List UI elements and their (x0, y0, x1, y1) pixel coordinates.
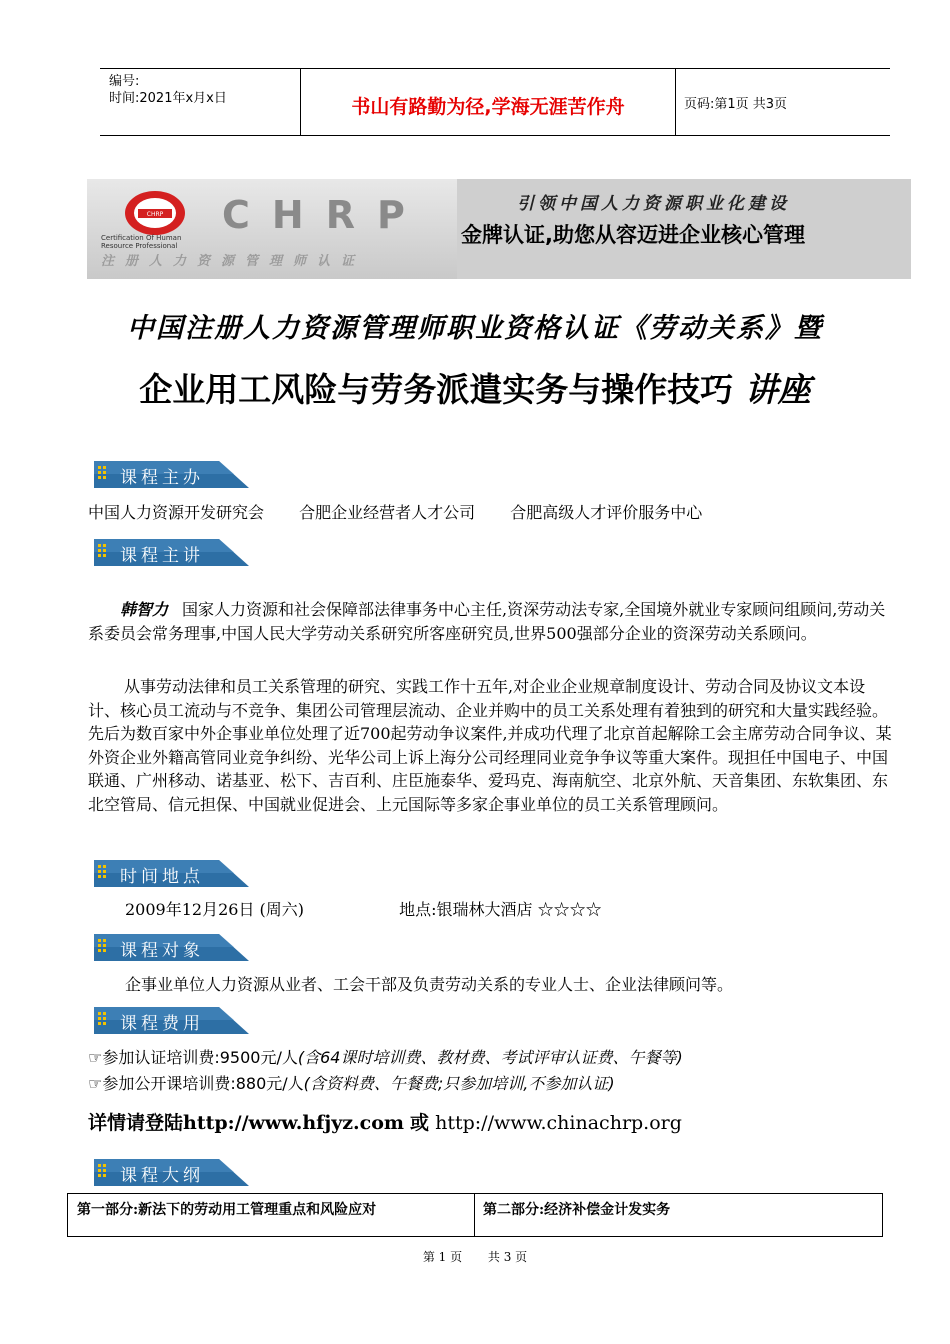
document-header (100, 68, 890, 136)
organizer-item: 合肥高级人才评价服务中心 (510, 503, 703, 522)
certification-caption (101, 234, 181, 250)
title-line-2 (0, 364, 950, 411)
outline-part-1: 第一部分:新法下的劳动用工管理重点和风险应对 (68, 1194, 475, 1236)
section-header-outline (94, 1158, 254, 1188)
section-header-lecturer (94, 538, 254, 568)
section-header-time-place (94, 859, 254, 889)
website-prefix: 详情请登陆 (88, 1112, 184, 1134)
chrp-logo-icon (122, 189, 188, 239)
lecturer-name: 韩智力 (120, 600, 169, 619)
event-location: 地点:银瑞林大酒店 (399, 900, 533, 919)
organizer-item: 合肥企业经营者人才公司 (299, 503, 476, 522)
section-label: 课程费用 (120, 1014, 204, 1034)
fee-note: (含64课时培训费、教材费、考试评审认证费、午餐等) (297, 1048, 683, 1067)
header-meta (100, 69, 301, 135)
section-header-audience (94, 933, 254, 963)
schedule-line (125, 898, 602, 922)
number-label: 编号: (109, 74, 140, 89)
section-header-organizer (94, 460, 254, 490)
header-motto: 书山有路勤为径,学海无涯苦作舟 (301, 69, 676, 135)
fee-note: (含资料费、午餐费;只参加培训,不参加认证) (303, 1074, 615, 1093)
audience-text: 企事业单位人力资源从业者、工会干部及负责劳动关系的专业人士、企业法律顾问等。 (125, 975, 734, 994)
section-label: 课程主讲 (120, 546, 204, 566)
organizer-list (88, 501, 732, 525)
cert-line-2: Resource Professional (101, 242, 178, 250)
chrp-banner (87, 179, 911, 279)
banner-slogan-1: 引领中国人力资源职业化建设 (517, 194, 790, 214)
section-label: 课程对象 (120, 941, 204, 961)
section-label: 课程主办 (120, 468, 204, 488)
time-label: 时间:2021年x月x日 (109, 91, 227, 106)
event-date: 2009年12月26日 (125, 900, 255, 919)
section-label: 课程大纲 (120, 1166, 204, 1186)
fee-item-certification (88, 1045, 683, 1068)
banner-subtitle: 注册人力资源管理师认证 (101, 254, 366, 269)
fee-label: ☞参加公开课培训费:880元/人 (88, 1074, 304, 1093)
title-line-1: 中国注册人力资源管理师职业资格认证《劳动关系》暨 (127, 313, 823, 344)
page-footer (0, 1248, 950, 1265)
event-weekday: (周六) (259, 900, 305, 919)
cert-line-1: Certification Of Human (101, 234, 182, 242)
footer-total: 共 3 页 (487, 1250, 528, 1264)
website-link-1[interactable]: http://www.hfjyz.com (183, 1112, 404, 1134)
header-page-info: 页码:第1页 共3页 (684, 97, 788, 112)
title-line-2-main: 企业用工风险与劳务派遣实务与操作技巧 (139, 370, 734, 409)
brand-text: CHRP (222, 193, 427, 237)
outline-table (67, 1193, 883, 1237)
logo-small-text: CHRP (146, 211, 164, 218)
banner-slogan-2: 金牌认证,助您从容迈进企业核心管理 (461, 223, 805, 247)
hotel-stars: ☆☆☆☆ (537, 900, 602, 919)
organizer-item: 中国人力资源开发研究会 (88, 503, 265, 522)
lecturer-bio-2: 从事劳动法律和员工关系管理的研究、实践工作十五年,对企业企业规章制度设计、劳动合同及协议文本设计、核心员工流动与不竞争、集团公司管理层流动、企业并购中的员工关系处理有着独到的研究和大量实践经验。先后为数百家中外企事业单位处理了近700起劳动争议案件,并成功代理了北京首起解除工会主席劳动合同争议、某外资企业外籍高管同业竞争纠纷、光华公司上诉上海分公司经理同业竞争争议等重大案件。现担任中国电子、中国联通、广州移动、诺基亚、松下、吉百利、庄臣施泰华、爱玛克、海南航空、北京外航、天音集团、东软集团、东北空管局、信元担保、中国就业促进会、上元国际等多家企事业单位的员工关系管理顾问。 (88, 677, 892, 814)
website-line (88, 1108, 682, 1135)
website-link-2[interactable]: http://www.chinachrp.org (435, 1112, 682, 1134)
website-or: 或 (410, 1112, 430, 1134)
footer-page: 第 1 页 (422, 1250, 463, 1264)
fee-label: ☞参加认证培训费:9500元/人 (88, 1048, 298, 1067)
outline-part-2: 第二部分:经济补偿金计发实务 (483, 1202, 671, 1218)
lecturer-bio-1-text: 国家人力资源和社会保障部法律事务中心主任,资深劳动法专家,全国境外就业专家顾问组顾问,劳动关系委员会常务理事,中国人民大学劳动关系研究所客座研究员,世界500强部分企业的资深劳动关系顾问。 (88, 600, 886, 643)
banner-logo-area (87, 179, 457, 279)
title-line-2-suffix: 讲座 (744, 370, 811, 409)
lecturer-bio-1 (88, 598, 893, 645)
section-header-fees (94, 1006, 254, 1036)
section-label: 时间地点 (120, 867, 204, 887)
fee-item-open-class (88, 1071, 615, 1094)
